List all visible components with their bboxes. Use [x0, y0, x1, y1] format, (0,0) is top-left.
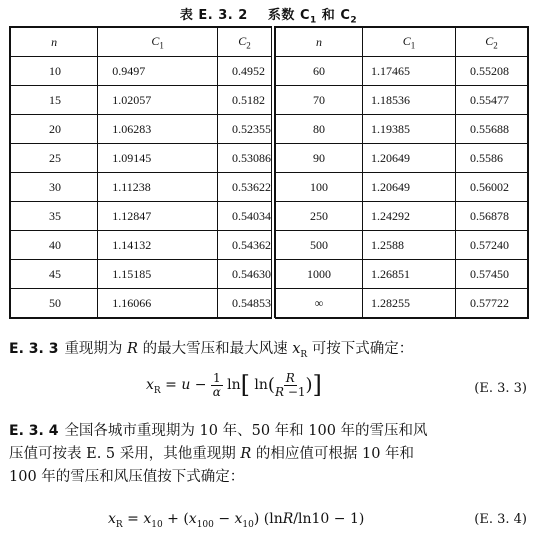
e33-text-c: 可按下式确定：: [311, 341, 414, 357]
cell-c1: 1.15185: [98, 260, 218, 289]
cell-n: 10: [10, 57, 98, 86]
cell-c1: 1.06283: [98, 115, 218, 144]
cell-c1: 1.2588: [363, 231, 456, 260]
cell-n: 25: [10, 144, 98, 173]
cell-c1: 1.02057: [98, 86, 218, 115]
e34-line-2-a: 压值可按表 E. 5 采用，其他重现期: [9, 446, 236, 462]
section-e33: [9, 338, 529, 367]
equation-e33-body: $x_R = u$ − $\frac{1}{\alpha}$ ln[ ln( $\frac{R}{R -1}$ )]: [146, 370, 322, 399]
cell-c2: 0.53622: [218, 173, 272, 202]
cell-n: 70: [276, 86, 363, 115]
cell-c1: 1.11238: [98, 173, 218, 202]
header-c2-sub: 2: [493, 40, 498, 51]
equation-e33: [0, 367, 537, 407]
cell-n: 100: [276, 173, 363, 202]
header-c2: [218, 27, 272, 57]
cell-c1: 1.09145: [98, 144, 218, 173]
cell-n: 90: [276, 144, 363, 173]
cell-c2: 0.54630: [218, 260, 272, 289]
table-title: [0, 4, 537, 26]
cell-n: 15: [10, 86, 98, 115]
table-row: [276, 289, 529, 319]
cell-c1: 1.28255: [363, 289, 456, 319]
cell-c2: 0.56002: [456, 173, 529, 202]
table-row: [10, 57, 272, 86]
cell-n: 500: [276, 231, 363, 260]
table-row: [276, 173, 529, 202]
cell-c1: 1.16066: [98, 289, 218, 319]
cell-c2: 0.52355: [218, 115, 272, 144]
cell-c1: 1.12847: [98, 202, 218, 231]
table-row: [10, 202, 272, 231]
table-row: [10, 144, 272, 173]
cell-c2: 0.57722: [456, 289, 529, 319]
table-row: [10, 86, 272, 115]
section-number-e34: E. 3. 4: [9, 423, 59, 439]
cell-n: 250: [276, 202, 363, 231]
cell-c2: 0.54853: [218, 289, 272, 319]
cell-n: ∞: [276, 289, 363, 319]
cell-c1: 1.26851: [363, 260, 456, 289]
table-row: [276, 57, 529, 86]
e33-symbol-x-sub: R: [300, 349, 308, 360]
cell-c2: 0.53086: [218, 144, 272, 173]
caption-sub-2: 2: [350, 15, 358, 26]
cell-c2: 0.54034: [218, 202, 272, 231]
cell-c2: 0.54362: [218, 231, 272, 260]
table-header-row: [10, 27, 272, 57]
cell-c2: 0.57450: [456, 260, 529, 289]
table-row: [10, 260, 272, 289]
table-row: [10, 231, 272, 260]
header-c2-sub: 2: [246, 40, 251, 51]
cell-c1: 1.14132: [98, 231, 218, 260]
caption-and: 和 C: [316, 8, 351, 23]
cell-n: 40: [10, 231, 98, 260]
coefficient-table-left: [9, 26, 272, 319]
table-row: [10, 173, 272, 202]
cell-c2: 0.5586: [456, 144, 529, 173]
table-row: [276, 115, 529, 144]
cell-n: 45: [10, 260, 98, 289]
table-row: [10, 115, 272, 144]
cell-c1: 1.17465: [363, 57, 456, 86]
header-c1-sub: 1: [159, 40, 164, 51]
header-c1: [363, 27, 456, 57]
header-c2: [456, 27, 529, 57]
table-row: [10, 289, 272, 319]
cell-c1: 1.18536: [363, 86, 456, 115]
cell-c1: 0.9497: [98, 57, 218, 86]
table-row: [276, 144, 529, 173]
table-number: 表 E. 3. 2: [179, 8, 248, 23]
cell-c2: 0.55208: [456, 57, 529, 86]
cell-c2: 0.4952: [218, 57, 272, 86]
equation-e34: [0, 509, 537, 535]
cell-n: 20: [10, 115, 98, 144]
table-header-row: [276, 27, 529, 57]
cell-n: 1000: [276, 260, 363, 289]
table-row: [276, 86, 529, 115]
e33-text-b: 的最大雪压和最大风速: [142, 341, 288, 357]
e34-line-3: 100 年的雪压和风压值按下式确定：: [9, 469, 245, 485]
cell-n: 30: [10, 173, 98, 202]
cell-c1: 1.20649: [363, 173, 456, 202]
header-c2-letter: C: [485, 33, 494, 48]
cell-c2: 0.5182: [218, 86, 272, 115]
e33-text-a: 重现期为: [64, 341, 123, 357]
header-c1: [98, 27, 218, 57]
cell-c1: 1.19385: [363, 115, 456, 144]
e33-symbol-x: x: [292, 341, 301, 357]
e34-line-2-b: 的相应值可根据 10 年和: [255, 446, 415, 462]
cell-c2: 0.57240: [456, 231, 529, 260]
header-n: n: [10, 27, 98, 57]
e34-line-2: [9, 443, 529, 466]
caption-sub-1: 1: [310, 15, 317, 26]
e34-line-1: [9, 420, 529, 443]
header-c1-letter: C: [402, 33, 411, 48]
e34-line-1-text: 全国各城市重现期为 10 年、50 年和 100 年的雪压和风: [64, 423, 428, 439]
equation-number-e34: (E. 3. 4): [474, 512, 527, 527]
cell-n: 60: [276, 57, 363, 86]
table-caption: 系数 C: [267, 8, 310, 23]
section-number-e33: E. 3. 3: [9, 341, 59, 357]
coefficient-table: [9, 26, 529, 318]
header-c1-sub: 1: [410, 40, 416, 51]
coefficient-table-right: [275, 26, 529, 319]
cell-n: 35: [10, 202, 98, 231]
cell-n: 50: [10, 289, 98, 319]
cell-c2: 0.55688: [456, 115, 529, 144]
cell-c2: 0.55477: [456, 86, 529, 115]
cell-n: 80: [276, 115, 363, 144]
section-e34: [9, 420, 529, 489]
table-row: [276, 202, 529, 231]
header-c2-letter: C: [238, 33, 247, 48]
e34-symbol-r: R: [240, 446, 252, 462]
equation-e34-body: $x_R = x_{10} + (x_{100} - x_{10}) (\ln R/\ln 10 - 1)$: [108, 511, 365, 530]
header-n: n: [276, 27, 363, 57]
table-row: [276, 231, 529, 260]
equation-number-e33: (E. 3. 3): [474, 381, 527, 396]
table-row: [276, 260, 529, 289]
header-c1-letter: C: [151, 33, 160, 48]
e33-symbol-r: R: [127, 341, 138, 357]
cell-c2: 0.56878: [456, 202, 529, 231]
cell-c1: 1.20649: [363, 144, 456, 173]
cell-c1: 1.24292: [363, 202, 456, 231]
